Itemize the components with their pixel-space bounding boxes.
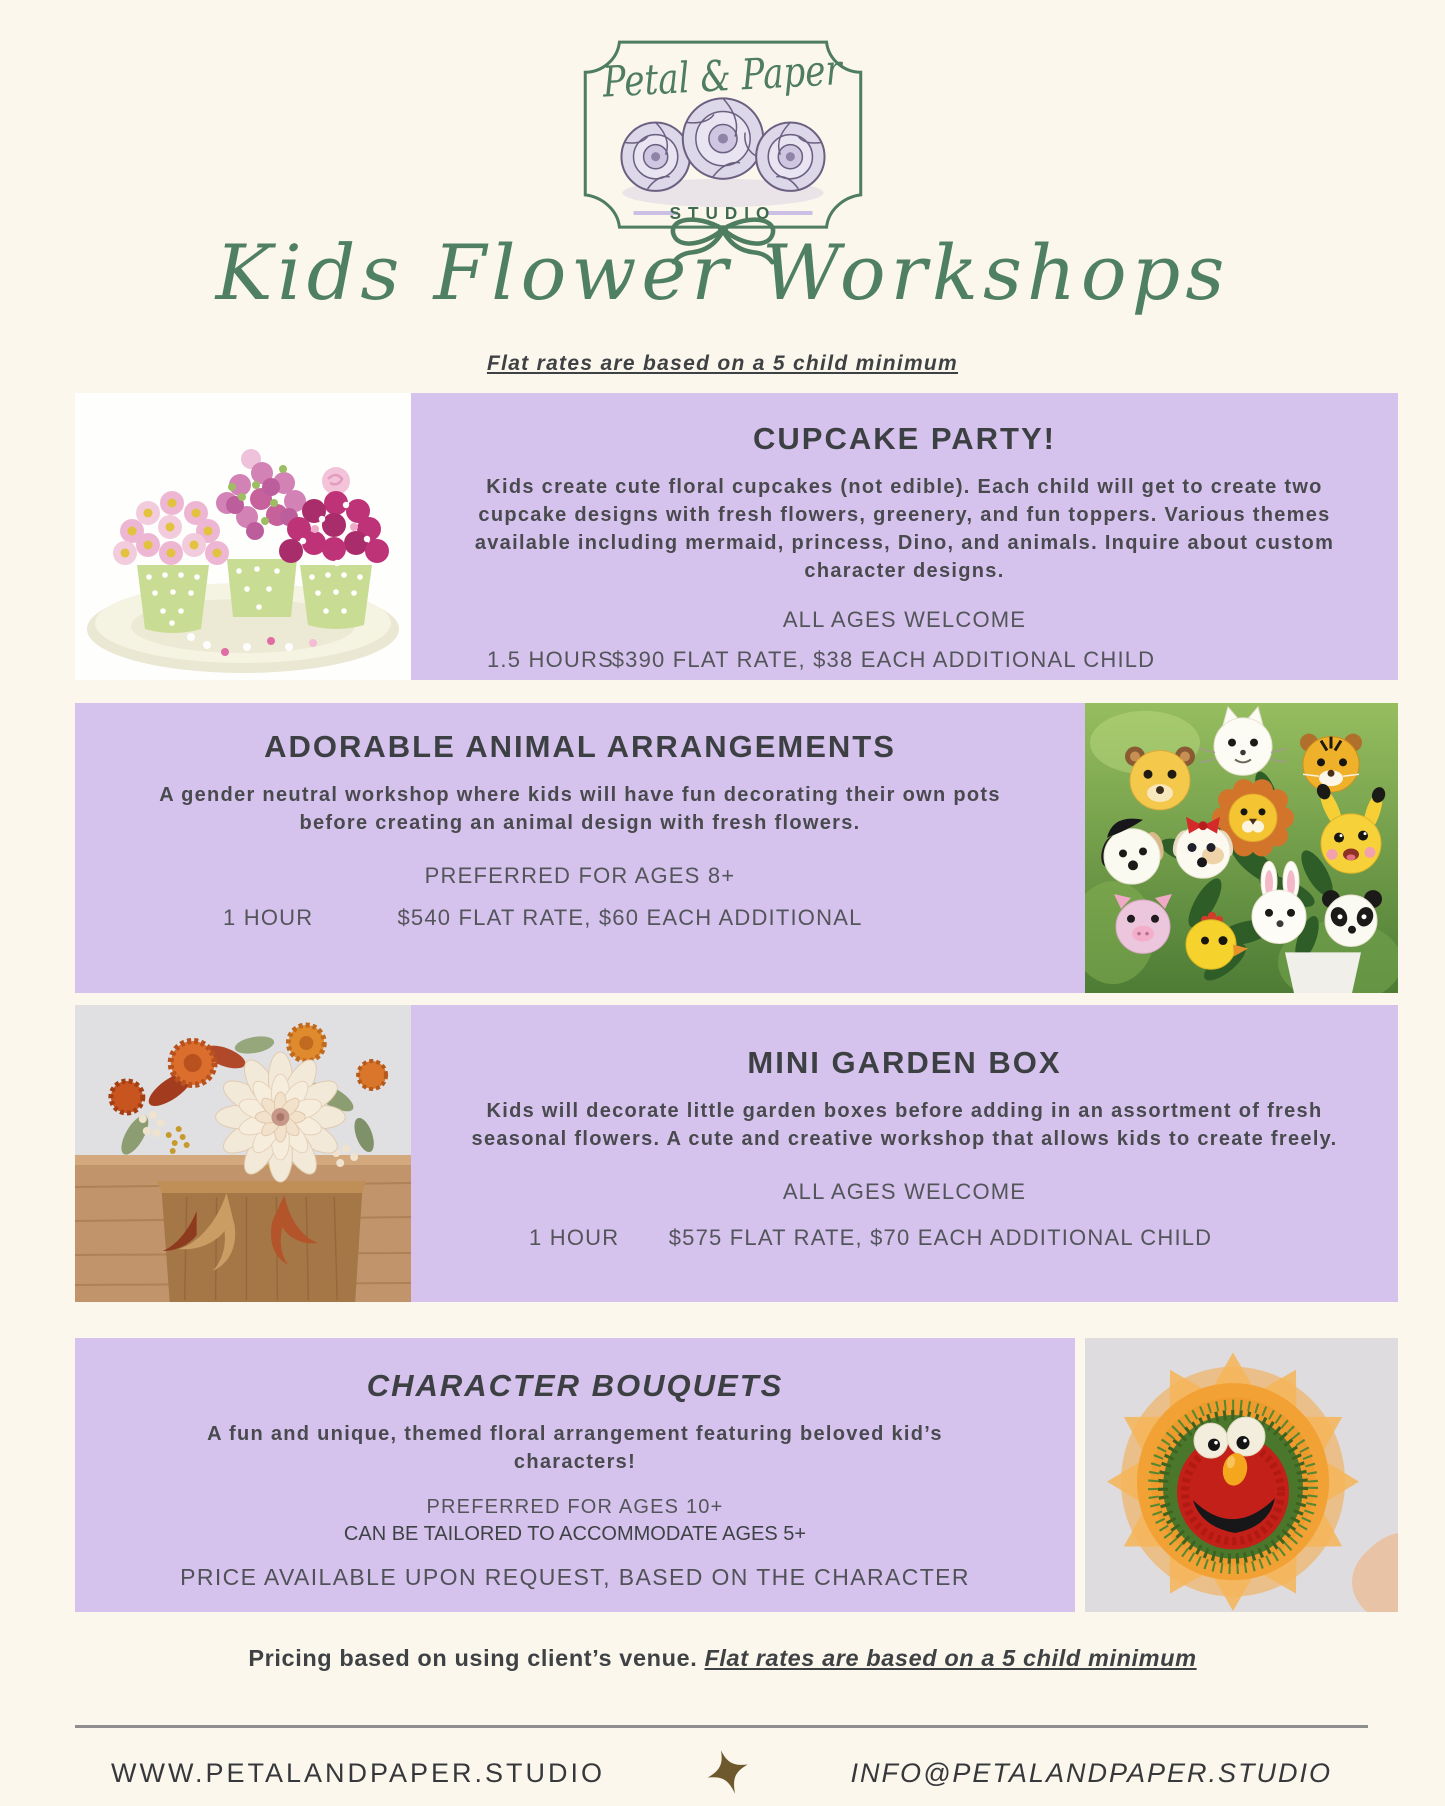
workshop-ages: PREFERRED FOR AGES 10+ [426,1496,724,1518]
workshop-description: Kids will decorate little garden boxes before adding in an assortment of fresh seasonal flowers. A cute and creative workshop that allows kids to create freely. [471,1100,1338,1150]
footer-note [0,1640,1445,1678]
workshop-description: A fun and unique, themed floral arrangement featuring beloved kid’s characters! [207,1423,943,1473]
fall-garden-box-photo [75,1005,411,1302]
three-roses-icon [621,98,824,207]
workshop-rate-row [93,905,1067,931]
page-subtitle: Flat rates are based on a 5 child minimum [486,352,959,375]
character-bouquets-panel [75,1338,1075,1612]
workshop-title: MINI GARDEN BOX [747,1045,1062,1080]
animal-arrangements-panel [75,703,1085,993]
website-link[interactable]: WWW.PETALANDPAPER.STUDIO [111,1757,606,1788]
logo-script-name: Petal & Paper [600,42,899,107]
workshop-title: ADORABLE ANIMAL ARRANGEMENTS [264,729,896,764]
workshop-section-mini-garden-box [75,1005,1398,1302]
page-title: Kids Flower Workshops [215,228,1230,317]
footer-bar [75,1744,1368,1802]
workshop-ages-secondary: CAN BE TAILORED TO ACCOMMODATE AGES 5+ [343,1523,807,1545]
workshop-duration: 1.5 HOURS [487,647,614,672]
logo-studio-label: STUDIO [669,204,776,224]
mini-garden-box-panel [411,1005,1398,1302]
workshop-section-character-bouquets [75,1338,1398,1612]
flower-cupcakes-photo [75,393,411,680]
workshop-section-animal-arrangements [75,703,1398,993]
workshop-price: $540 FLAT RATE, $60 EACH ADDITIONAL [397,905,863,930]
workshop-duration: 1 HOUR [223,905,314,930]
footer-divider-line [75,1725,1368,1728]
cupcake-party-panel [411,393,1398,680]
sparkle-icon [705,1747,751,1799]
workshop-rate-row [429,647,1380,673]
email-link[interactable]: INFO@PETALANDPAPER.STUDIO [850,1757,1332,1788]
workshop-ages: ALL AGES WELCOME [782,607,1027,632]
workshop-price: $575 FLAT RATE, $70 EACH ADDITIONAL CHILD [668,1225,1213,1250]
workshop-section-cupcake-party [75,393,1398,680]
workshop-ages: ALL AGES WELCOME [782,1179,1027,1204]
workshop-title: CUPCAKE PARTY! [753,421,1056,456]
workshop-rate-row [429,1225,1380,1251]
footer-note-plain: Pricing based on using client’s venue. [248,1645,705,1671]
workshop-description: Kids create cute floral cupcakes (not edible). Each child will get to create two cupcake designs with fresh flowers, greenery, and fun toppers. Various themes available including mermaid, princess, Dino, and animals. Inquire about custom character designs. [474,476,1335,582]
footer-note-emphasis: Flat rates are based on a 5 child minimum [704,1645,1197,1671]
workshop-price: $390 FLAT RATE, $38 EACH ADDITIONAL CHILD [611,647,1156,672]
workshop-title: CHARACTER BOUQUETS [366,1368,784,1403]
character-bouquet-elmo-photo [1085,1338,1398,1612]
pom-pom-animal-arrangement-photo [1085,703,1398,993]
workshop-description: A gender neutral workshop where kids will have fun decorating their own pots before creating an animal design with fresh flowers. [159,784,1001,834]
workshop-duration: 1 HOUR [529,1225,620,1250]
workshop-price: PRICE AVAILABLE UPON REQUEST, BASED ON THE CHARACTER [180,1564,970,1590]
workshop-ages: PREFERRED FOR AGES 8+ [424,863,736,888]
